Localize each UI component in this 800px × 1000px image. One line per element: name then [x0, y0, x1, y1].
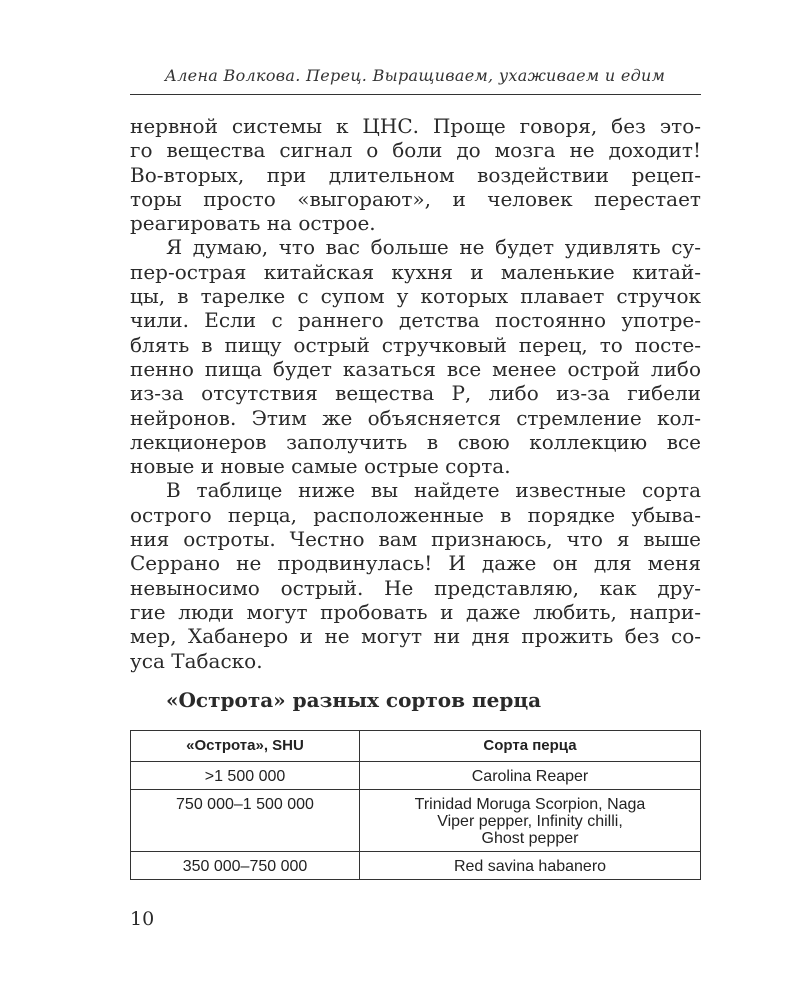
text-line: реагировать на острое. — [130, 211, 376, 236]
paragraph-1 — [130, 114, 701, 235]
variety-line: Carolina Reaper — [471, 768, 589, 785]
table-header-row — [131, 731, 701, 762]
column-header-varieties: Сорта перца — [360, 731, 701, 762]
heat-cell: 350 000–750 000 — [131, 852, 360, 880]
text-line: нейронов. Этим же объясняется стремление кол- — [130, 405, 701, 430]
text-line: гие люди могут пробовать и даже любить, напри- — [130, 599, 701, 624]
text-line: Серрано не продвинулась! И даже он для меня — [130, 551, 701, 576]
text-line: пер-острая китайская кухня и маленькие китай- — [130, 259, 701, 284]
paragraph-2 — [130, 235, 701, 478]
text-line: Во-вторых, при длительном воздействии рецеп- — [130, 162, 701, 187]
text-line: цы, в тарелке с супом у которых плавает стручок — [130, 284, 701, 309]
text-line: уса Табаско. — [130, 648, 263, 673]
text-line: го вещества сигнал о боли до мозга не доходит! — [130, 138, 701, 163]
heat-cell: 750 000–1 500 000 — [131, 790, 360, 852]
text-line: невыносимо острый. Не представляю, как дру- — [130, 575, 701, 600]
text-line: чили. Если с раннего детства постоянно употре- — [130, 308, 701, 333]
text-line: острого перца, расположенные в порядке убыва- — [130, 502, 701, 527]
body-text — [130, 114, 701, 673]
text-line: В таблице ниже вы найдете известные сорта — [166, 478, 701, 503]
paragraph-3 — [130, 478, 701, 672]
varieties-cell — [360, 852, 701, 880]
page-number: 10 — [130, 908, 155, 930]
table-row — [131, 762, 701, 790]
column-header-heat: «Острота», SHU — [131, 731, 360, 762]
text-line: торы просто «выгорают», и человек перестает — [130, 186, 701, 211]
pepper-heat-table — [130, 730, 701, 880]
running-header: Алена Волкова. Перец. Выращиваем, ухаживаем и едим — [164, 66, 666, 85]
text-line: блять в пищу острый стручковый перец, то посте- — [130, 332, 701, 357]
varieties-cell — [360, 790, 701, 852]
variety-line: Viper pepper, Infinity chilli, — [437, 813, 623, 830]
table-row — [131, 852, 701, 880]
variety-line: Trinidad Moruga Scorpion, Naga — [414, 796, 646, 813]
header-divider — [130, 94, 701, 95]
varieties-cell — [360, 762, 701, 790]
text-line: из-за отсутствия вещества Р, либо из-за гибели — [130, 381, 701, 406]
text-line: Я думаю, что вас больше не будет удивлять су- — [166, 235, 701, 260]
text-line: пенно пища будет казаться все менее острой либо — [130, 356, 701, 381]
text-line: лекционеров заполучить в свою коллекцию все — [130, 429, 701, 454]
text-line: новые и новые самые острые сорта. — [130, 454, 511, 479]
variety-line: Ghost pepper — [481, 830, 579, 847]
variety-line: Red savina habanero — [453, 858, 607, 875]
text-line: ния остроты. Честно вам признаюсь, что я выше — [130, 527, 701, 552]
text-line: нервной системы к ЦНС. Проще говоря, без это- — [130, 114, 701, 138]
table-title: «Острота» разных сортов перца — [166, 688, 542, 712]
heat-cell: >1 500 000 — [131, 762, 360, 790]
table-row — [131, 790, 701, 852]
text-line: мер, Хабанеро и не могут ни дня прожить без со- — [130, 624, 701, 649]
